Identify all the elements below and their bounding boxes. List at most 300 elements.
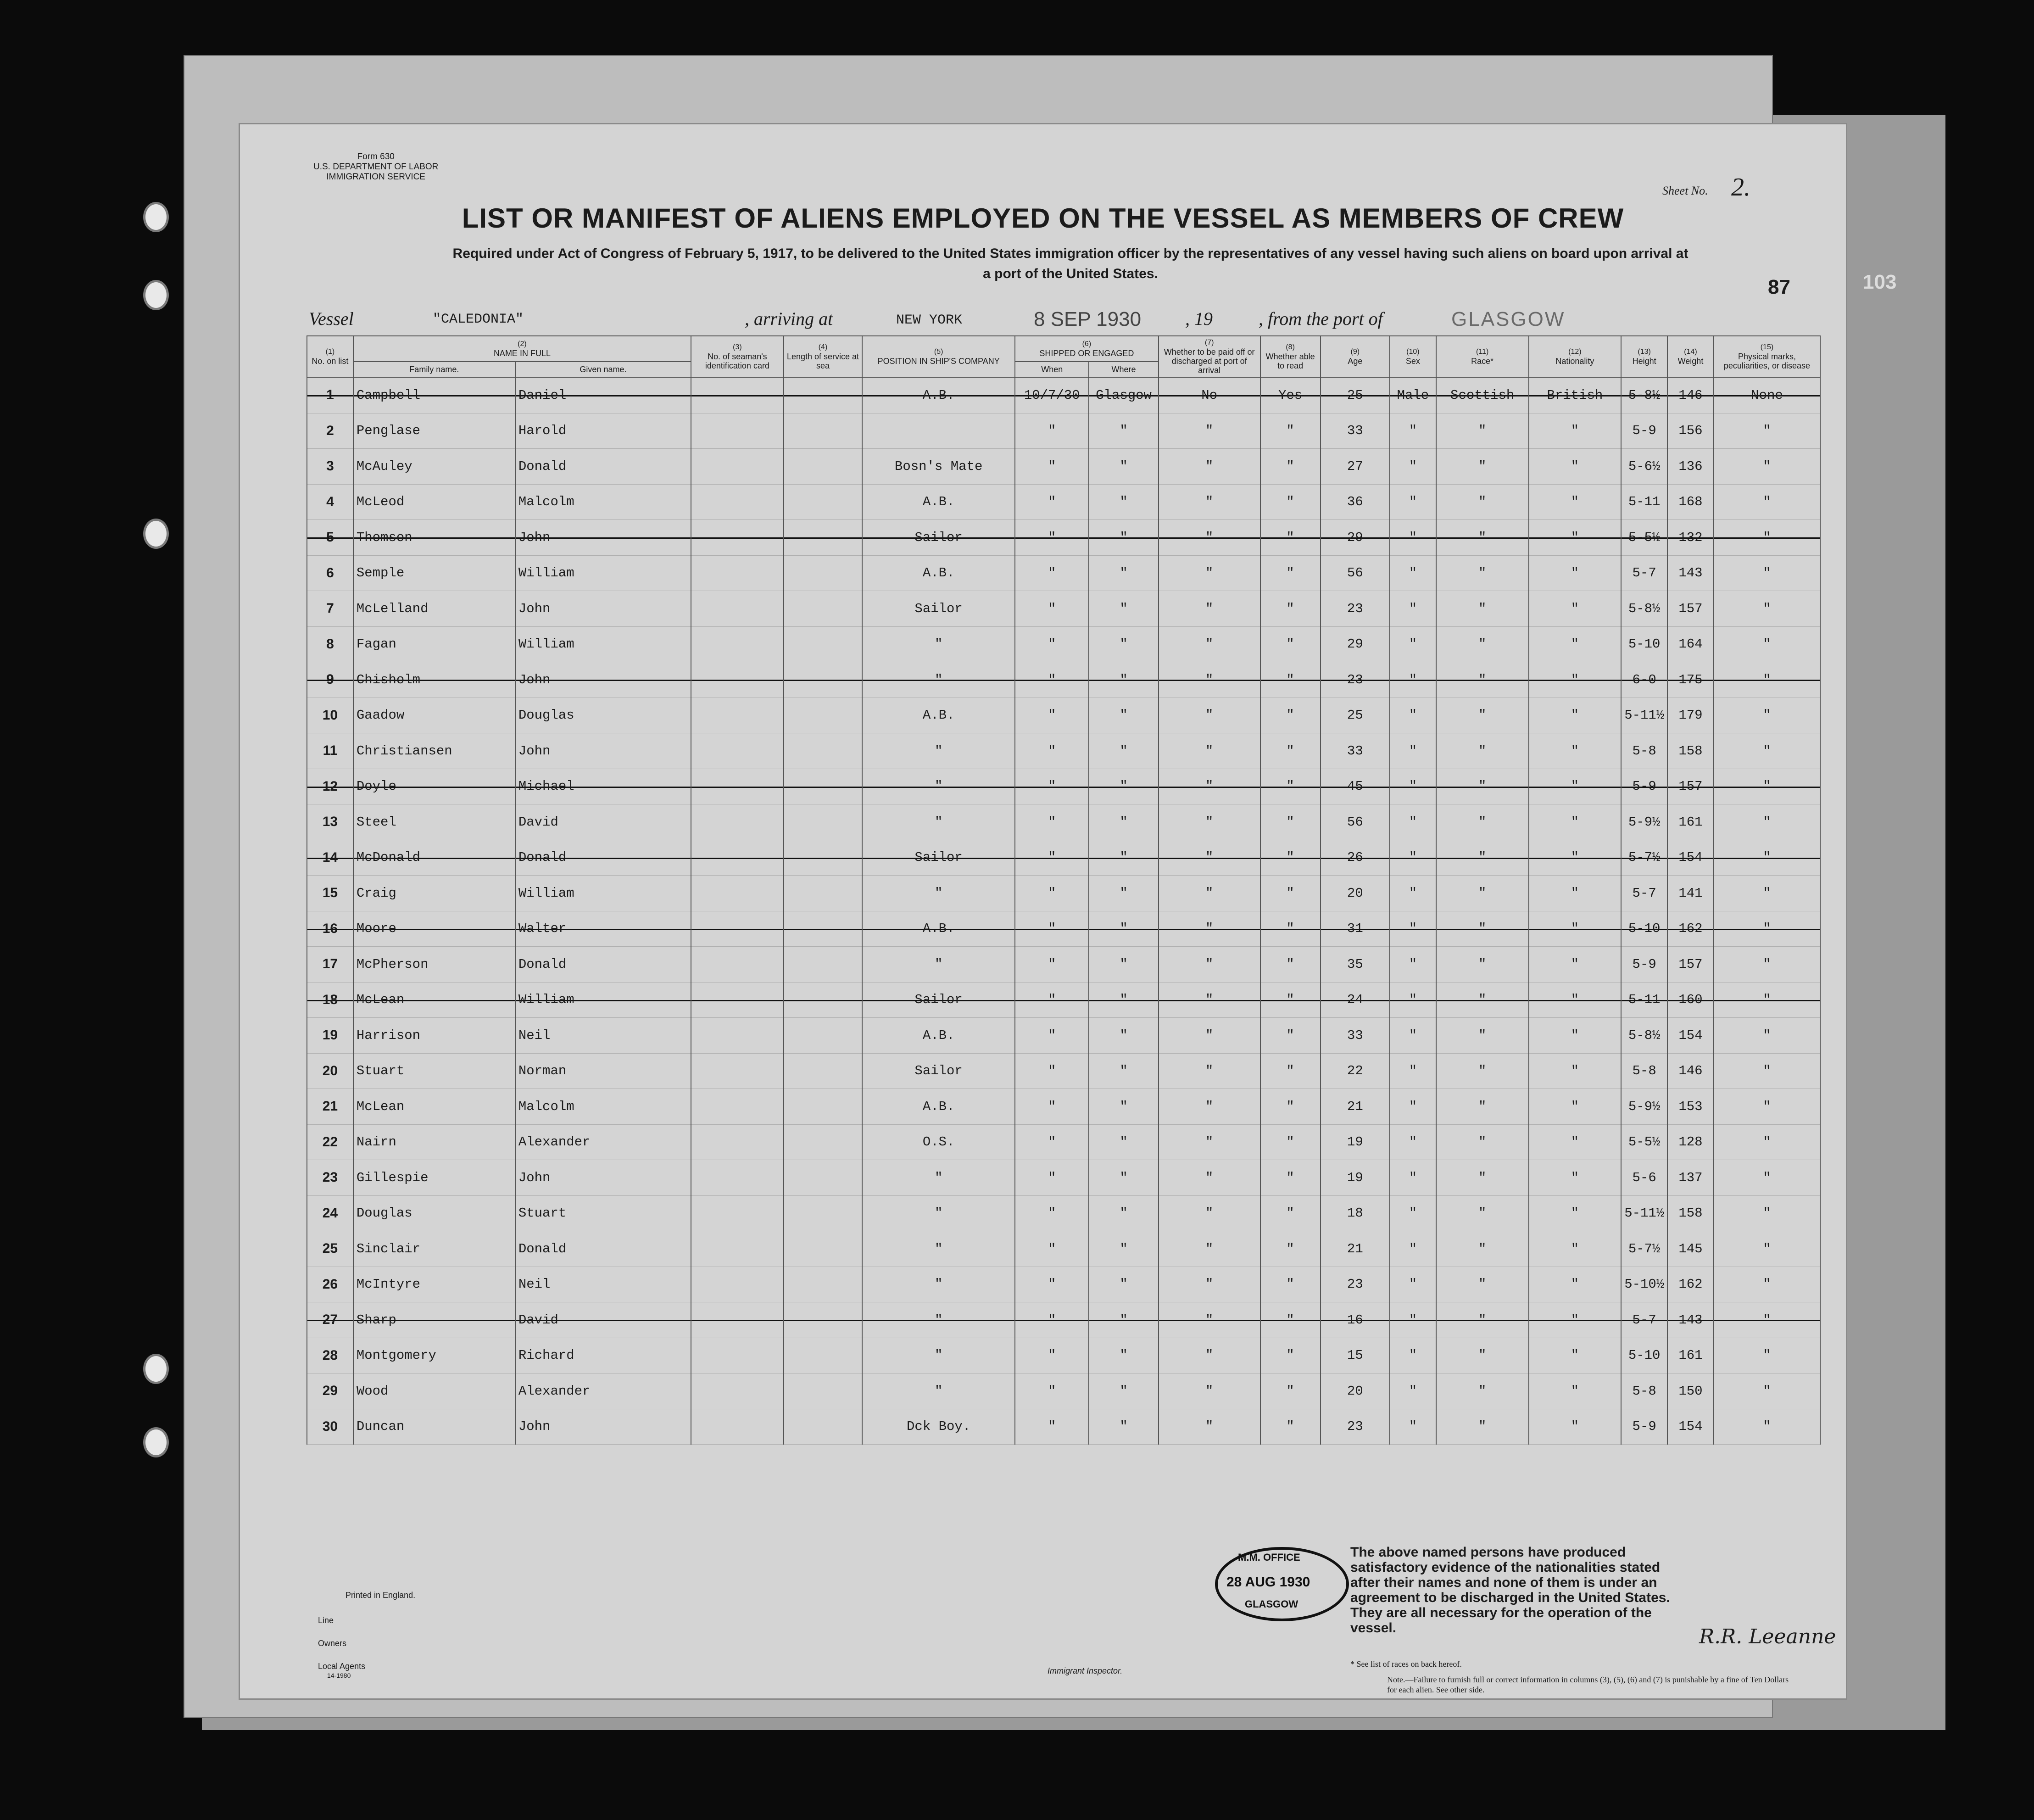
position-cell: A.B. bbox=[862, 484, 1015, 520]
weight-cell: 162 bbox=[1667, 911, 1714, 947]
weight-cell: 157 bbox=[1667, 947, 1714, 983]
row-number-cell: 29 bbox=[307, 1373, 353, 1409]
race-cell: " bbox=[1436, 769, 1529, 804]
weight-cell: 136 bbox=[1667, 449, 1714, 485]
given-name-cell: Malcolm bbox=[515, 1089, 691, 1125]
seaman-card-cell bbox=[691, 484, 784, 520]
seaman-card-cell bbox=[691, 1160, 784, 1196]
physical-marks-cell: " bbox=[1714, 1231, 1820, 1267]
shipped-when-cell: 10/7/30 bbox=[1015, 377, 1089, 413]
given-name-cell: William bbox=[515, 626, 691, 662]
nationality-cell: " bbox=[1529, 698, 1622, 733]
form-header bbox=[313, 152, 438, 182]
col-able-read: (8) Whether able to read bbox=[1260, 336, 1321, 377]
seaman-card-cell bbox=[691, 662, 784, 698]
row-number-cell: 11 bbox=[307, 733, 353, 769]
seaman-card-cell bbox=[691, 698, 784, 733]
shipped-where-cell: " bbox=[1089, 911, 1158, 947]
weight-cell: 164 bbox=[1667, 626, 1714, 662]
paid-off-cell: " bbox=[1159, 591, 1260, 627]
position-cell: Bosn's Mate bbox=[862, 449, 1015, 485]
col-given-name: Given name. bbox=[515, 362, 691, 377]
physical-marks-cell: " bbox=[1714, 1302, 1820, 1338]
shipped-when-cell: " bbox=[1015, 769, 1089, 804]
vessel-name: "CALEDONIA" bbox=[433, 312, 524, 327]
paid-off-cell: " bbox=[1159, 1160, 1260, 1196]
age-cell: 19 bbox=[1321, 1124, 1390, 1160]
given-name-cell: John bbox=[515, 520, 691, 556]
row-number-cell: 19 bbox=[307, 1018, 353, 1054]
col-physical-marks: (15) Physical marks, peculiarities, or disease bbox=[1714, 336, 1820, 377]
nationality-cell: " bbox=[1529, 662, 1622, 698]
race-cell: " bbox=[1436, 911, 1529, 947]
able-to-read-cell: " bbox=[1260, 840, 1321, 876]
age-cell: 22 bbox=[1321, 1053, 1390, 1089]
sex-cell: " bbox=[1390, 413, 1436, 449]
nationality-cell: " bbox=[1529, 1267, 1622, 1302]
seaman-card-cell bbox=[691, 911, 784, 947]
paid-off-cell: " bbox=[1159, 413, 1260, 449]
table-row bbox=[307, 520, 1820, 556]
age-cell: 20 bbox=[1321, 1373, 1390, 1409]
col-when: When bbox=[1015, 362, 1089, 377]
nationality-cell: British bbox=[1529, 377, 1622, 413]
col-seaman-card: (3) No. of seaman's identification card bbox=[691, 336, 784, 377]
paid-off-cell: " bbox=[1159, 1124, 1260, 1160]
shipped-where-cell: " bbox=[1089, 1302, 1158, 1338]
position-cell: A.B. bbox=[862, 377, 1015, 413]
family-name-cell: Thomson bbox=[353, 520, 515, 556]
height-cell: 5-8 bbox=[1621, 1053, 1667, 1089]
sex-cell: " bbox=[1390, 1338, 1436, 1373]
able-to-read-cell: " bbox=[1260, 1373, 1321, 1409]
given-name-cell: John bbox=[515, 591, 691, 627]
length-service-cell bbox=[784, 733, 862, 769]
col-family-name: Family name. bbox=[353, 362, 515, 377]
age-cell: 36 bbox=[1321, 484, 1390, 520]
weight-cell: 143 bbox=[1667, 555, 1714, 591]
age-cell: 33 bbox=[1321, 413, 1390, 449]
paid-off-cell: " bbox=[1159, 982, 1260, 1018]
length-service-cell bbox=[784, 698, 862, 733]
sex-cell: " bbox=[1390, 1302, 1436, 1338]
able-to-read-cell: " bbox=[1260, 1195, 1321, 1231]
stamp-date: 28 AUG 1930 bbox=[1226, 1574, 1310, 1590]
seaman-card-cell bbox=[691, 982, 784, 1018]
age-cell: 21 bbox=[1321, 1089, 1390, 1125]
paid-off-cell: " bbox=[1159, 555, 1260, 591]
race-cell: " bbox=[1436, 626, 1529, 662]
given-name-cell: Stuart bbox=[515, 1195, 691, 1231]
family-name-cell: McLean bbox=[353, 982, 515, 1018]
weight-cell: 128 bbox=[1667, 1124, 1714, 1160]
able-to-read-cell: " bbox=[1260, 1409, 1321, 1445]
physical-marks-cell: " bbox=[1714, 982, 1820, 1018]
col-where: Where bbox=[1089, 362, 1158, 377]
col-paid-off: (7) Whether to be paid off or discharged at port of arrival bbox=[1159, 336, 1260, 377]
seaman-card-cell bbox=[691, 1373, 784, 1409]
position-cell: " bbox=[862, 733, 1015, 769]
sex-cell: " bbox=[1390, 698, 1436, 733]
physical-marks-cell: " bbox=[1714, 1267, 1820, 1302]
shipped-when-cell: " bbox=[1015, 733, 1089, 769]
nationality-cell: " bbox=[1529, 520, 1622, 556]
nationality-cell: " bbox=[1529, 982, 1622, 1018]
family-name-cell: McLelland bbox=[353, 591, 515, 627]
form-number: Form 630 bbox=[357, 152, 395, 162]
nationality-cell: " bbox=[1529, 484, 1622, 520]
shipped-where-cell: " bbox=[1089, 947, 1158, 983]
arrival-port: NEW YORK bbox=[896, 313, 963, 328]
age-cell: 56 bbox=[1321, 804, 1390, 840]
family-name-cell: Duncan bbox=[353, 1409, 515, 1445]
family-name-cell: Sinclair bbox=[353, 1231, 515, 1267]
family-name-cell: Harrison bbox=[353, 1018, 515, 1054]
table-row bbox=[307, 591, 1820, 627]
physical-marks-cell: " bbox=[1714, 840, 1820, 876]
able-to-read-cell: " bbox=[1260, 1053, 1321, 1089]
physical-marks-cell: " bbox=[1714, 413, 1820, 449]
col-shipped-engaged: (6) SHIPPED OR ENGAGED bbox=[1015, 336, 1159, 362]
age-cell: 45 bbox=[1321, 769, 1390, 804]
row-number-cell: 18 bbox=[307, 982, 353, 1018]
family-name-cell: Sharp bbox=[353, 1302, 515, 1338]
weight-cell: 137 bbox=[1667, 1160, 1714, 1196]
seaman-card-cell bbox=[691, 591, 784, 627]
race-cell: " bbox=[1436, 876, 1529, 911]
shipped-when-cell: " bbox=[1015, 1195, 1089, 1231]
sex-cell: " bbox=[1390, 1053, 1436, 1089]
physical-marks-cell: " bbox=[1714, 698, 1820, 733]
shipped-where-cell: " bbox=[1089, 1160, 1158, 1196]
table-row bbox=[307, 377, 1820, 413]
row-number-cell: 4 bbox=[307, 484, 353, 520]
weight-cell: 132 bbox=[1667, 520, 1714, 556]
race-cell: " bbox=[1436, 698, 1529, 733]
stamp-office: M.M. OFFICE bbox=[1238, 1552, 1300, 1563]
shipped-when-cell: " bbox=[1015, 449, 1089, 485]
table-row bbox=[307, 449, 1820, 485]
race-cell: " bbox=[1436, 413, 1529, 449]
height-cell: 5-7 bbox=[1621, 1302, 1667, 1338]
height-cell: 5-7 bbox=[1621, 555, 1667, 591]
physical-marks-cell: " bbox=[1714, 1409, 1820, 1445]
race-cell: " bbox=[1436, 662, 1529, 698]
paid-off-cell: " bbox=[1159, 1018, 1260, 1054]
sex-cell: " bbox=[1390, 1231, 1436, 1267]
physical-marks-cell: " bbox=[1714, 876, 1820, 911]
shipped-where-cell: " bbox=[1089, 840, 1158, 876]
able-to-read-cell: " bbox=[1260, 1089, 1321, 1125]
age-cell: 19 bbox=[1321, 1160, 1390, 1196]
shipped-when-cell: " bbox=[1015, 804, 1089, 840]
able-to-read-cell: " bbox=[1260, 769, 1321, 804]
nationality-cell: " bbox=[1529, 769, 1622, 804]
given-name-cell: Alexander bbox=[515, 1373, 691, 1409]
departure-port: GLASGOW bbox=[1451, 308, 1566, 330]
age-cell: 33 bbox=[1321, 1018, 1390, 1054]
row-number-cell: 15 bbox=[307, 876, 353, 911]
position-cell: " bbox=[862, 1195, 1015, 1231]
height-cell: 5-7½ bbox=[1621, 1231, 1667, 1267]
weight-cell: 150 bbox=[1667, 1373, 1714, 1409]
shipped-when-cell: " bbox=[1015, 662, 1089, 698]
height-cell: 5-6 bbox=[1621, 1160, 1667, 1196]
table-row bbox=[307, 1053, 1820, 1089]
nationality-cell: " bbox=[1529, 591, 1622, 627]
age-cell: 35 bbox=[1321, 947, 1390, 983]
family-name-cell: McPherson bbox=[353, 947, 515, 983]
length-service-cell bbox=[784, 1373, 862, 1409]
age-cell: 25 bbox=[1321, 377, 1390, 413]
crew-rows bbox=[307, 377, 1820, 1445]
nationality-cell: " bbox=[1529, 876, 1622, 911]
shipped-where-cell: " bbox=[1089, 733, 1158, 769]
length-service-cell bbox=[784, 1195, 862, 1231]
nationality-cell: " bbox=[1529, 1338, 1622, 1373]
shipped-when-cell: " bbox=[1015, 698, 1089, 733]
family-name-cell: Stuart bbox=[353, 1053, 515, 1089]
seaman-card-cell bbox=[691, 626, 784, 662]
height-cell: 5-10½ bbox=[1621, 1267, 1667, 1302]
row-number-cell: 24 bbox=[307, 1195, 353, 1231]
shipped-when-cell: " bbox=[1015, 947, 1089, 983]
seaman-card-cell bbox=[691, 1018, 784, 1054]
row-number-cell: 2 bbox=[307, 413, 353, 449]
family-name-cell: Douglas bbox=[353, 1195, 515, 1231]
physical-marks-cell: " bbox=[1714, 626, 1820, 662]
shipped-where-cell: " bbox=[1089, 1373, 1158, 1409]
height-cell: 5-8½ bbox=[1621, 377, 1667, 413]
height-cell: 5-5½ bbox=[1621, 520, 1667, 556]
nationality-cell: " bbox=[1529, 947, 1622, 983]
able-to-read-cell: " bbox=[1260, 1338, 1321, 1373]
inspector-label: Immigrant Inspector. bbox=[1048, 1666, 1123, 1675]
race-cell: " bbox=[1436, 1267, 1529, 1302]
length-service-cell bbox=[784, 1267, 862, 1302]
age-cell: 29 bbox=[1321, 520, 1390, 556]
nationality-cell: " bbox=[1529, 1302, 1622, 1338]
sex-cell: " bbox=[1390, 982, 1436, 1018]
given-name-cell: Walter bbox=[515, 911, 691, 947]
length-service-cell bbox=[784, 555, 862, 591]
shipped-when-cell: " bbox=[1015, 876, 1089, 911]
table-row bbox=[307, 1089, 1820, 1125]
nationality-cell: " bbox=[1529, 1409, 1622, 1445]
paid-off-cell: " bbox=[1159, 484, 1260, 520]
binder-hole bbox=[143, 1427, 169, 1457]
height-cell: 5-8½ bbox=[1621, 1018, 1667, 1054]
length-service-cell bbox=[784, 520, 862, 556]
physical-marks-cell: " bbox=[1714, 911, 1820, 947]
department-name: U.S. DEPARTMENT OF LABOR bbox=[313, 162, 439, 172]
table-row bbox=[307, 1124, 1820, 1160]
physical-marks-cell: " bbox=[1714, 1018, 1820, 1054]
shipped-when-cell: " bbox=[1015, 520, 1089, 556]
weight-cell: 146 bbox=[1667, 377, 1714, 413]
position-cell: " bbox=[862, 1160, 1015, 1196]
physical-marks-cell: None bbox=[1714, 377, 1820, 413]
length-service-cell bbox=[784, 1160, 862, 1196]
height-cell: 5-11 bbox=[1621, 982, 1667, 1018]
weight-cell: 143 bbox=[1667, 1302, 1714, 1338]
seaman-card-cell bbox=[691, 377, 784, 413]
manifest-page bbox=[239, 123, 1847, 1700]
age-cell: 18 bbox=[1321, 1195, 1390, 1231]
paid-off-cell: " bbox=[1159, 769, 1260, 804]
nationality-cell: " bbox=[1529, 1373, 1622, 1409]
shipped-where-cell: " bbox=[1089, 769, 1158, 804]
weight-cell: 154 bbox=[1667, 1409, 1714, 1445]
table-row bbox=[307, 911, 1820, 947]
shipped-where-cell: " bbox=[1089, 1231, 1158, 1267]
age-cell: 33 bbox=[1321, 733, 1390, 769]
age-cell: 15 bbox=[1321, 1338, 1390, 1373]
physical-marks-cell: " bbox=[1714, 555, 1820, 591]
able-to-read-cell: Yes bbox=[1260, 377, 1321, 413]
race-cell: " bbox=[1436, 733, 1529, 769]
table-row bbox=[307, 484, 1820, 520]
page-title: LIST OR MANIFEST OF ALIENS EMPLOYED ON THE VESSEL AS MEMBERS OF CREW bbox=[462, 203, 1624, 234]
height-cell: 6-0 bbox=[1621, 662, 1667, 698]
owners-label: Owners bbox=[318, 1639, 347, 1648]
physical-marks-cell: " bbox=[1714, 520, 1820, 556]
race-cell: " bbox=[1436, 1409, 1529, 1445]
year-label: , 19 bbox=[1185, 308, 1213, 329]
nationality-cell: " bbox=[1529, 1195, 1622, 1231]
table-row bbox=[307, 1231, 1820, 1267]
seaman-card-cell bbox=[691, 1195, 784, 1231]
row-number-cell: 1 bbox=[307, 377, 353, 413]
age-cell: 25 bbox=[1321, 698, 1390, 733]
paid-off-cell: " bbox=[1159, 733, 1260, 769]
seaman-card-cell bbox=[691, 1409, 784, 1445]
sex-cell: " bbox=[1390, 1409, 1436, 1445]
shipped-where-cell: " bbox=[1089, 449, 1158, 485]
length-service-cell bbox=[784, 911, 862, 947]
age-cell: 29 bbox=[1321, 626, 1390, 662]
race-cell: Scottish bbox=[1436, 377, 1529, 413]
nationality-cell: " bbox=[1529, 413, 1622, 449]
sex-cell: " bbox=[1390, 840, 1436, 876]
height-cell: 5-8 bbox=[1621, 1373, 1667, 1409]
family-name-cell: McIntyre bbox=[353, 1267, 515, 1302]
length-service-cell bbox=[784, 1124, 862, 1160]
given-name-cell: David bbox=[515, 804, 691, 840]
binder-hole bbox=[143, 1354, 169, 1384]
shipped-when-cell: " bbox=[1015, 555, 1089, 591]
height-cell: 5-11½ bbox=[1621, 1195, 1667, 1231]
height-cell: 5-8 bbox=[1621, 733, 1667, 769]
row-number-cell: 27 bbox=[307, 1302, 353, 1338]
able-to-read-cell: " bbox=[1260, 982, 1321, 1018]
height-cell: 5-7 bbox=[1621, 876, 1667, 911]
length-service-cell bbox=[784, 1053, 862, 1089]
race-cell: " bbox=[1436, 1302, 1529, 1338]
paid-off-cell: " bbox=[1159, 662, 1260, 698]
table-row bbox=[307, 1160, 1820, 1196]
length-service-cell bbox=[784, 662, 862, 698]
col-length-service: (4) Length of service at sea bbox=[784, 336, 862, 377]
age-cell: 20 bbox=[1321, 876, 1390, 911]
shipped-when-cell: " bbox=[1015, 1267, 1089, 1302]
race-cell: " bbox=[1436, 982, 1529, 1018]
family-name-cell: Gillespie bbox=[353, 1160, 515, 1196]
table-row bbox=[307, 1409, 1820, 1445]
position-cell: " bbox=[862, 947, 1015, 983]
race-cell: " bbox=[1436, 840, 1529, 876]
col-age: (9) Age bbox=[1321, 336, 1390, 377]
able-to-read-cell: " bbox=[1260, 1018, 1321, 1054]
height-cell: 5-5½ bbox=[1621, 1124, 1667, 1160]
col-no: (1) No. on list bbox=[307, 336, 353, 377]
given-name-cell: Neil bbox=[515, 1267, 691, 1302]
row-number-cell: 21 bbox=[307, 1089, 353, 1125]
able-to-read-cell: " bbox=[1260, 413, 1321, 449]
given-name-cell: Donald bbox=[515, 840, 691, 876]
binder-hole bbox=[143, 519, 169, 549]
nationality-cell: " bbox=[1529, 555, 1622, 591]
height-cell: 5-11 bbox=[1621, 484, 1667, 520]
weight-cell: 156 bbox=[1667, 413, 1714, 449]
family-name-cell: Penglase bbox=[353, 413, 515, 449]
nationality-cell: " bbox=[1529, 1160, 1622, 1196]
row-number-cell: 26 bbox=[307, 1267, 353, 1302]
race-cell: " bbox=[1436, 591, 1529, 627]
paid-off-cell: " bbox=[1159, 1409, 1260, 1445]
age-cell: 23 bbox=[1321, 662, 1390, 698]
able-to-read-cell: " bbox=[1260, 1160, 1321, 1196]
position-cell: Sailor bbox=[862, 591, 1015, 627]
length-service-cell bbox=[784, 1409, 862, 1445]
table-row bbox=[307, 413, 1820, 449]
weight-cell: 160 bbox=[1667, 982, 1714, 1018]
sex-cell: " bbox=[1390, 804, 1436, 840]
physical-marks-cell: " bbox=[1714, 804, 1820, 840]
sheet-label: Sheet No. bbox=[1662, 184, 1708, 197]
given-name-cell: Michael bbox=[515, 769, 691, 804]
height-cell: 5-7½ bbox=[1621, 840, 1667, 876]
seaman-card-cell bbox=[691, 449, 784, 485]
given-name-cell: John bbox=[515, 1409, 691, 1445]
page-subtitle: Required under Act of Congress of February 5, 1917, to be delivered to the United States immigration officer by the representatives of any vessel having such aliens on board upon arrival at a port of the United States. bbox=[452, 246, 1688, 281]
length-service-cell bbox=[784, 449, 862, 485]
given-name-cell: John bbox=[515, 733, 691, 769]
physical-marks-cell: " bbox=[1714, 1053, 1820, 1089]
race-cell: " bbox=[1436, 484, 1529, 520]
race-note: * See list of races on back hereof. bbox=[1350, 1659, 1462, 1669]
able-to-read-cell: " bbox=[1260, 591, 1321, 627]
penalty-note: Note.—Failure to furnish full or correct information in columns (3), (5), (6) and (7) is punishable by a fine of Ten Dollars for each alien. See other side. bbox=[1387, 1675, 1789, 1694]
given-name-cell: Richard bbox=[515, 1338, 691, 1373]
physical-marks-cell: " bbox=[1714, 769, 1820, 804]
local-agents-label: Local Agents bbox=[318, 1662, 366, 1671]
age-cell: 23 bbox=[1321, 591, 1390, 627]
length-service-cell bbox=[784, 1231, 862, 1267]
nationality-cell: " bbox=[1529, 911, 1622, 947]
col-position: (5) POSITION IN SHIP'S COMPANY bbox=[862, 336, 1015, 377]
binder-hole bbox=[143, 280, 169, 310]
service-name: IMMIGRATION SERVICE bbox=[326, 172, 426, 182]
col-nationality: (12) Nationality bbox=[1529, 336, 1622, 377]
sex-cell: " bbox=[1390, 1373, 1436, 1409]
table-row bbox=[307, 840, 1820, 876]
weight-cell: 145 bbox=[1667, 1231, 1714, 1267]
shipped-where-cell: " bbox=[1089, 1053, 1158, 1089]
family-name-cell: Chisholm bbox=[353, 662, 515, 698]
weight-cell: 161 bbox=[1667, 804, 1714, 840]
weight-cell: 158 bbox=[1667, 1195, 1714, 1231]
